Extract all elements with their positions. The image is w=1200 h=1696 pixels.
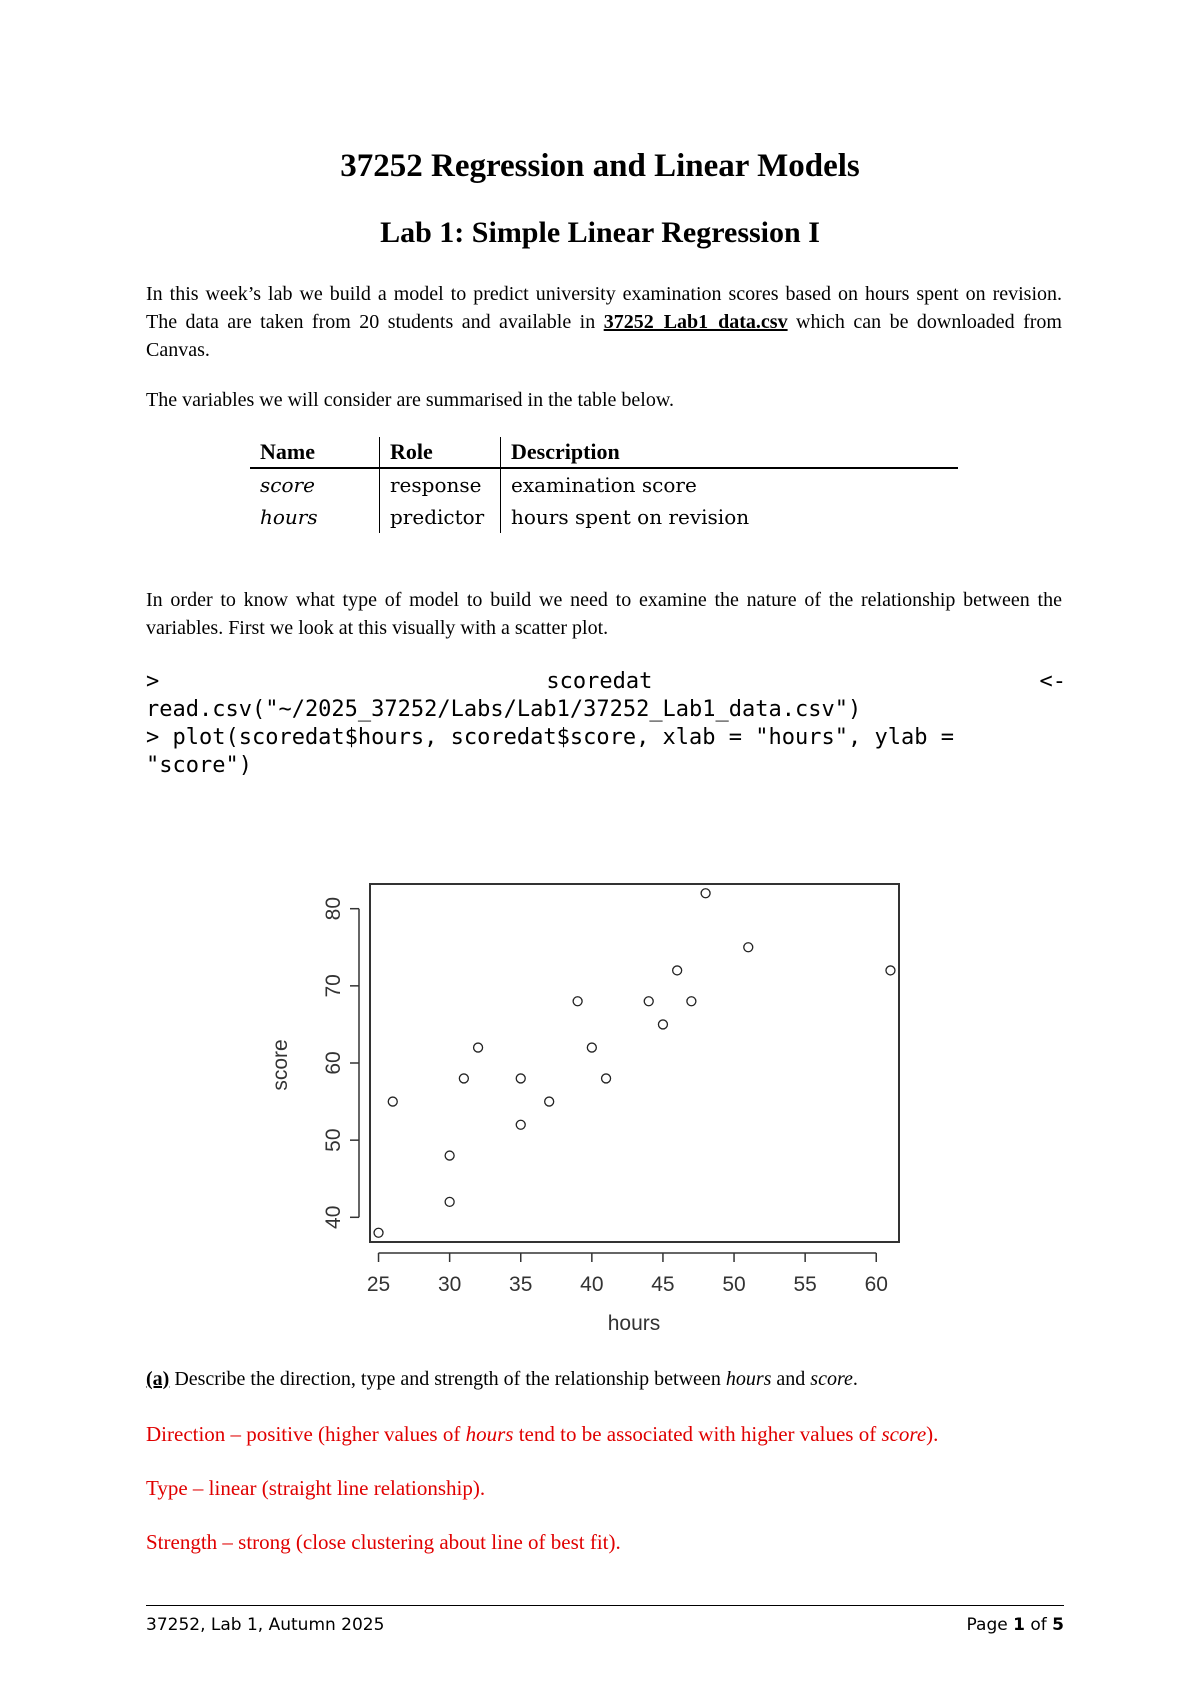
- y-axis-label: score: [269, 1039, 292, 1091]
- x-tick-label: 60: [864, 1273, 888, 1296]
- y-axis: [322, 897, 359, 1229]
- var-description: examination score: [501, 468, 959, 501]
- data-point: [658, 1020, 667, 1029]
- x-tick-label: 45: [651, 1273, 675, 1296]
- data-points: [374, 889, 895, 1237]
- y-tick-label: 70: [322, 974, 345, 998]
- y-tick-label: 40: [322, 1205, 345, 1229]
- page-number: [967, 1615, 1064, 1635]
- data-point: [587, 1043, 596, 1052]
- answer-strength: Strength – strong (close clustering about line of best fit).: [146, 1530, 621, 1554]
- data-file-name: 37252_Lab1_data.csv: [603, 311, 788, 333]
- footer-course: 37252, Lab 1, Autumn 2025: [146, 1615, 385, 1635]
- header-role: Role: [380, 437, 501, 468]
- question-a: [146, 1368, 858, 1391]
- intro-paragraph: [146, 280, 1062, 364]
- question-label: (a): [146, 1368, 170, 1390]
- var-name: hours: [260, 505, 318, 529]
- data-point: [673, 966, 682, 975]
- r-code-block: [146, 668, 1066, 780]
- question-text: Describe the direction, type and strength of the relationship between: [169, 1368, 726, 1390]
- header-name: Name: [250, 437, 380, 468]
- var-role: response: [380, 468, 501, 501]
- code-line-3: > plot(scoredat$hours, scoredat$score, xlab = "hours", ylab =: [146, 725, 954, 750]
- answer-direction: [146, 1422, 938, 1447]
- page-footer: [146, 1615, 1064, 1635]
- answer-type: Type – linear (straight line relationship).: [146, 1476, 486, 1500]
- var-name: score: [260, 473, 315, 497]
- code-prompt: >: [146, 669, 160, 694]
- data-point: [516, 1074, 525, 1083]
- data-point: [545, 1097, 554, 1106]
- intro-text-1: In this week’s lab we build a model to predict university examination scores based on hours spent on revision. The data are taken from 20 students and available in: [146, 283, 1062, 333]
- x-axis: [367, 1253, 888, 1296]
- header-description: Description: [501, 437, 959, 468]
- x-tick-label: 40: [580, 1273, 604, 1296]
- direction-text-1: Direction – positive (higher values of: [146, 1422, 466, 1446]
- question-and: and: [771, 1368, 811, 1390]
- data-point: [744, 943, 753, 952]
- question-end: .: [852, 1368, 858, 1390]
- code-line-1: [146, 668, 1066, 696]
- code-line-2: read.csv("~/2025_37252/Labs/Lab1/37252_Lab1_data.csv"): [146, 697, 862, 722]
- footer-divider: [146, 1605, 1064, 1606]
- data-point: [445, 1197, 454, 1206]
- y-tick-label: 60: [322, 1051, 345, 1075]
- x-axis-label: hours: [607, 1312, 661, 1335]
- code-assign: <-: [1039, 669, 1066, 694]
- table-row: [250, 468, 958, 501]
- table-row: [250, 501, 958, 533]
- page-word: Page: [966, 1615, 1008, 1635]
- question-hours: hours: [725, 1368, 772, 1390]
- var-description: hours spent on revision: [501, 501, 959, 533]
- direction-hours: hours: [465, 1422, 514, 1446]
- lab-name: Simple Linear Regression I: [464, 216, 820, 249]
- intro-text-2: which can be downloaded from Canvas.: [146, 311, 1062, 361]
- y-tick-label: 50: [322, 1128, 345, 1152]
- data-point: [602, 1074, 611, 1083]
- data-point: [644, 997, 653, 1006]
- plot-frame: [370, 884, 899, 1242]
- x-tick-label: 30: [437, 1273, 462, 1296]
- data-point: [374, 1228, 383, 1237]
- lab-label: Lab 1:: [380, 216, 465, 249]
- direction-text-2: tend to be associated with higher values of: [513, 1422, 882, 1446]
- code-var: scoredat: [546, 669, 653, 694]
- variables-intro: The variables we will consider are summarised in the table below.: [146, 389, 674, 411]
- data-point: [459, 1074, 468, 1083]
- code-line-4: "score"): [146, 753, 252, 778]
- y-tick-label: 80: [322, 897, 345, 921]
- direction-text-3: ).: [926, 1422, 939, 1446]
- total-pages: 5: [1052, 1615, 1064, 1635]
- of-word: of: [1030, 1615, 1047, 1635]
- data-point: [445, 1151, 454, 1160]
- data-point: [886, 966, 895, 975]
- data-point: [573, 997, 582, 1006]
- relationship-paragraph: In order to know what type of model to build we need to examine the nature of the relationship between the variables. First we look at this visually with a scatter plot.: [146, 589, 1062, 639]
- x-tick-label: 50: [722, 1273, 746, 1296]
- current-page: 1: [1013, 1615, 1025, 1635]
- lab-title: [0, 216, 1200, 250]
- scatter-plot: [260, 865, 900, 1345]
- data-point: [687, 997, 696, 1006]
- x-tick-label: 25: [366, 1273, 391, 1296]
- course-title: 37252 Regression and Linear Models: [340, 148, 860, 184]
- data-point: [474, 1043, 483, 1052]
- var-role: predictor: [380, 501, 501, 533]
- direction-score: score: [881, 1422, 927, 1446]
- data-point: [516, 1120, 525, 1129]
- x-tick-label: 35: [509, 1273, 533, 1296]
- variables-table: [250, 437, 958, 533]
- x-tick-label: 55: [793, 1273, 817, 1296]
- data-point: [388, 1097, 397, 1106]
- question-score: score: [810, 1368, 853, 1390]
- data-point: [701, 889, 710, 898]
